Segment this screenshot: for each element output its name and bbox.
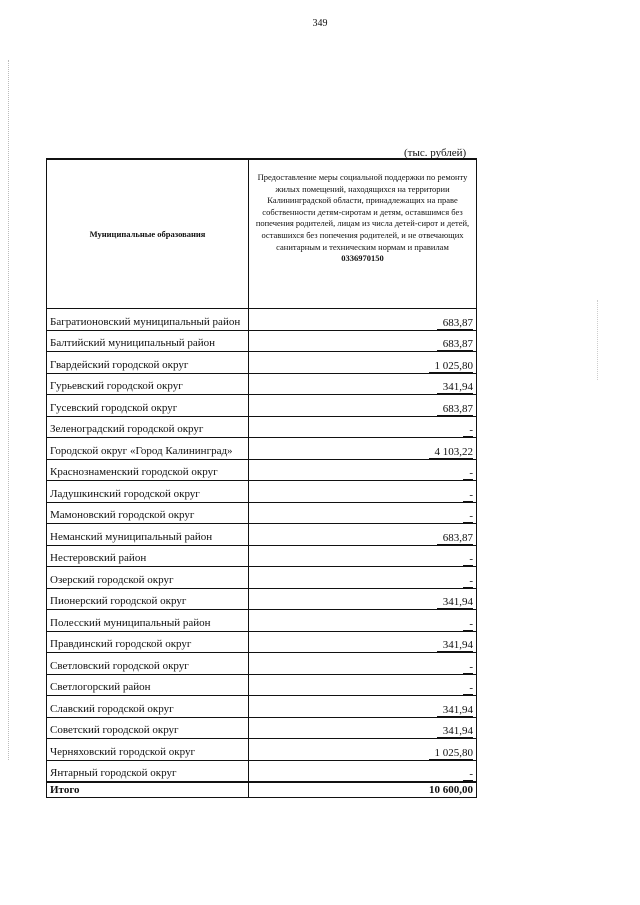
table-row [46,566,477,588]
row-municipality-name: Озерский городской округ [47,566,249,588]
table-body [46,308,477,781]
row-municipality-name: Неманский муниципальный район [47,523,249,545]
row-value: - [463,682,473,695]
table-row [46,695,477,717]
table-row [46,351,477,373]
scan-margin-marks [8,60,10,760]
table-row [46,652,477,674]
row-value-cell [249,351,476,373]
table-row [46,437,477,459]
row-value-cell [249,609,476,631]
row-municipality-name: Янтарный городской округ [47,760,249,782]
row-municipality-name: Мамоновский городской округ [47,502,249,524]
row-value: - [463,661,473,674]
scan-margin-marks-right [597,300,599,380]
table-header [46,158,477,308]
table-row [46,373,477,395]
row-municipality-name: Полесский муниципальный район [47,609,249,631]
row-municipality-name: Славский городской округ [47,695,249,717]
table-row [46,717,477,739]
table-row [46,760,477,782]
header-municipalities: Муниципальные образования [47,160,249,308]
budget-table [46,158,477,798]
row-value: 341,94 [437,725,473,738]
row-value: - [463,424,473,437]
row-municipality-name: Багратионовский муниципальный район [47,308,249,330]
row-value-cell [249,760,476,782]
row-value: 341,94 [437,596,473,609]
row-value-cell [249,523,476,545]
row-municipality-name: Советский городской округ [47,717,249,739]
row-value: - [463,768,473,781]
row-municipality-name: Пионерский городской округ [47,588,249,610]
row-value-cell [249,459,476,481]
row-municipality-name: Гурьевский городской округ [47,373,249,395]
total-label: Итого [47,781,249,797]
row-value: 1 025,80 [429,747,474,760]
row-value-cell [249,738,476,760]
row-value-cell [249,373,476,395]
table-row [46,523,477,545]
row-municipality-name: Светлогорский район [47,674,249,696]
row-value-cell [249,480,476,502]
row-value: 341,94 [437,381,473,394]
row-value-cell [249,308,476,330]
row-value: - [463,510,473,523]
row-value: 4 103,22 [429,446,474,459]
row-value-cell [249,330,476,352]
row-municipality-name: Правдинский городской округ [47,631,249,653]
row-municipality-name: Гвардейский городской округ [47,351,249,373]
row-municipality-name: Ладушкинский городской округ [47,480,249,502]
header-description [249,160,476,308]
row-value-cell [249,394,476,416]
row-value: 683,87 [437,403,473,416]
row-municipality-name: Зеленоградский городской округ [47,416,249,438]
table-row [46,738,477,760]
row-value-cell [249,437,476,459]
row-value: - [463,618,473,631]
table-row [46,545,477,567]
row-value-cell [249,631,476,653]
row-value: 683,87 [437,532,473,545]
page-number: 349 [312,18,328,29]
row-value-cell [249,588,476,610]
table-row [46,631,477,653]
row-value: 1 025,80 [429,360,474,373]
table-row [46,394,477,416]
row-value: 683,87 [437,317,473,330]
row-municipality-name: Светловский городской округ [47,652,249,674]
row-value-cell [249,695,476,717]
row-value: 341,94 [437,639,473,652]
row-value: - [463,489,473,502]
header-code: 0336970150 [341,253,384,264]
table-row [46,609,477,631]
table-row [46,480,477,502]
row-municipality-name: Городской округ «Город Калининград» [47,437,249,459]
row-municipality-name: Краснознаменский городской округ [47,459,249,481]
row-value: - [463,467,473,480]
header-description-text: Предоставление меры социальной поддержки по ремонту жилых помещений, находящихся на территории Калининградской области, принадлежащих на праве собственности детям-сиротам и детям, оставшимся без попечения родителей, лицам из числа детей-сирот и детей, оставшихся без попечения родителей, и не отвечающих санитарным и техническим нормам и правилам [255,172,470,252]
row-value: 683,87 [437,338,473,351]
row-municipality-name: Балтийский муниципальный район [47,330,249,352]
table-row [46,588,477,610]
row-value-cell [249,416,476,438]
total-row [46,781,477,798]
table-row [46,330,477,352]
row-value-cell [249,674,476,696]
table-row [46,674,477,696]
row-value-cell [249,717,476,739]
units-label: (тыс. рублей) [404,147,467,159]
row-municipality-name: Нестеровский район [47,545,249,567]
row-value: 341,94 [437,704,473,717]
table-row [46,502,477,524]
row-value-cell [249,652,476,674]
row-value: - [463,553,473,566]
total-value: 10 600,00 [249,781,476,797]
row-value-cell [249,566,476,588]
row-value-cell [249,502,476,524]
row-municipality-name: Гусевский городской округ [47,394,249,416]
table-row [46,416,477,438]
row-value-cell [249,545,476,567]
row-municipality-name: Черняховский городской округ [47,738,249,760]
table-row [46,308,477,330]
table-row [46,459,477,481]
row-value: - [463,575,473,588]
